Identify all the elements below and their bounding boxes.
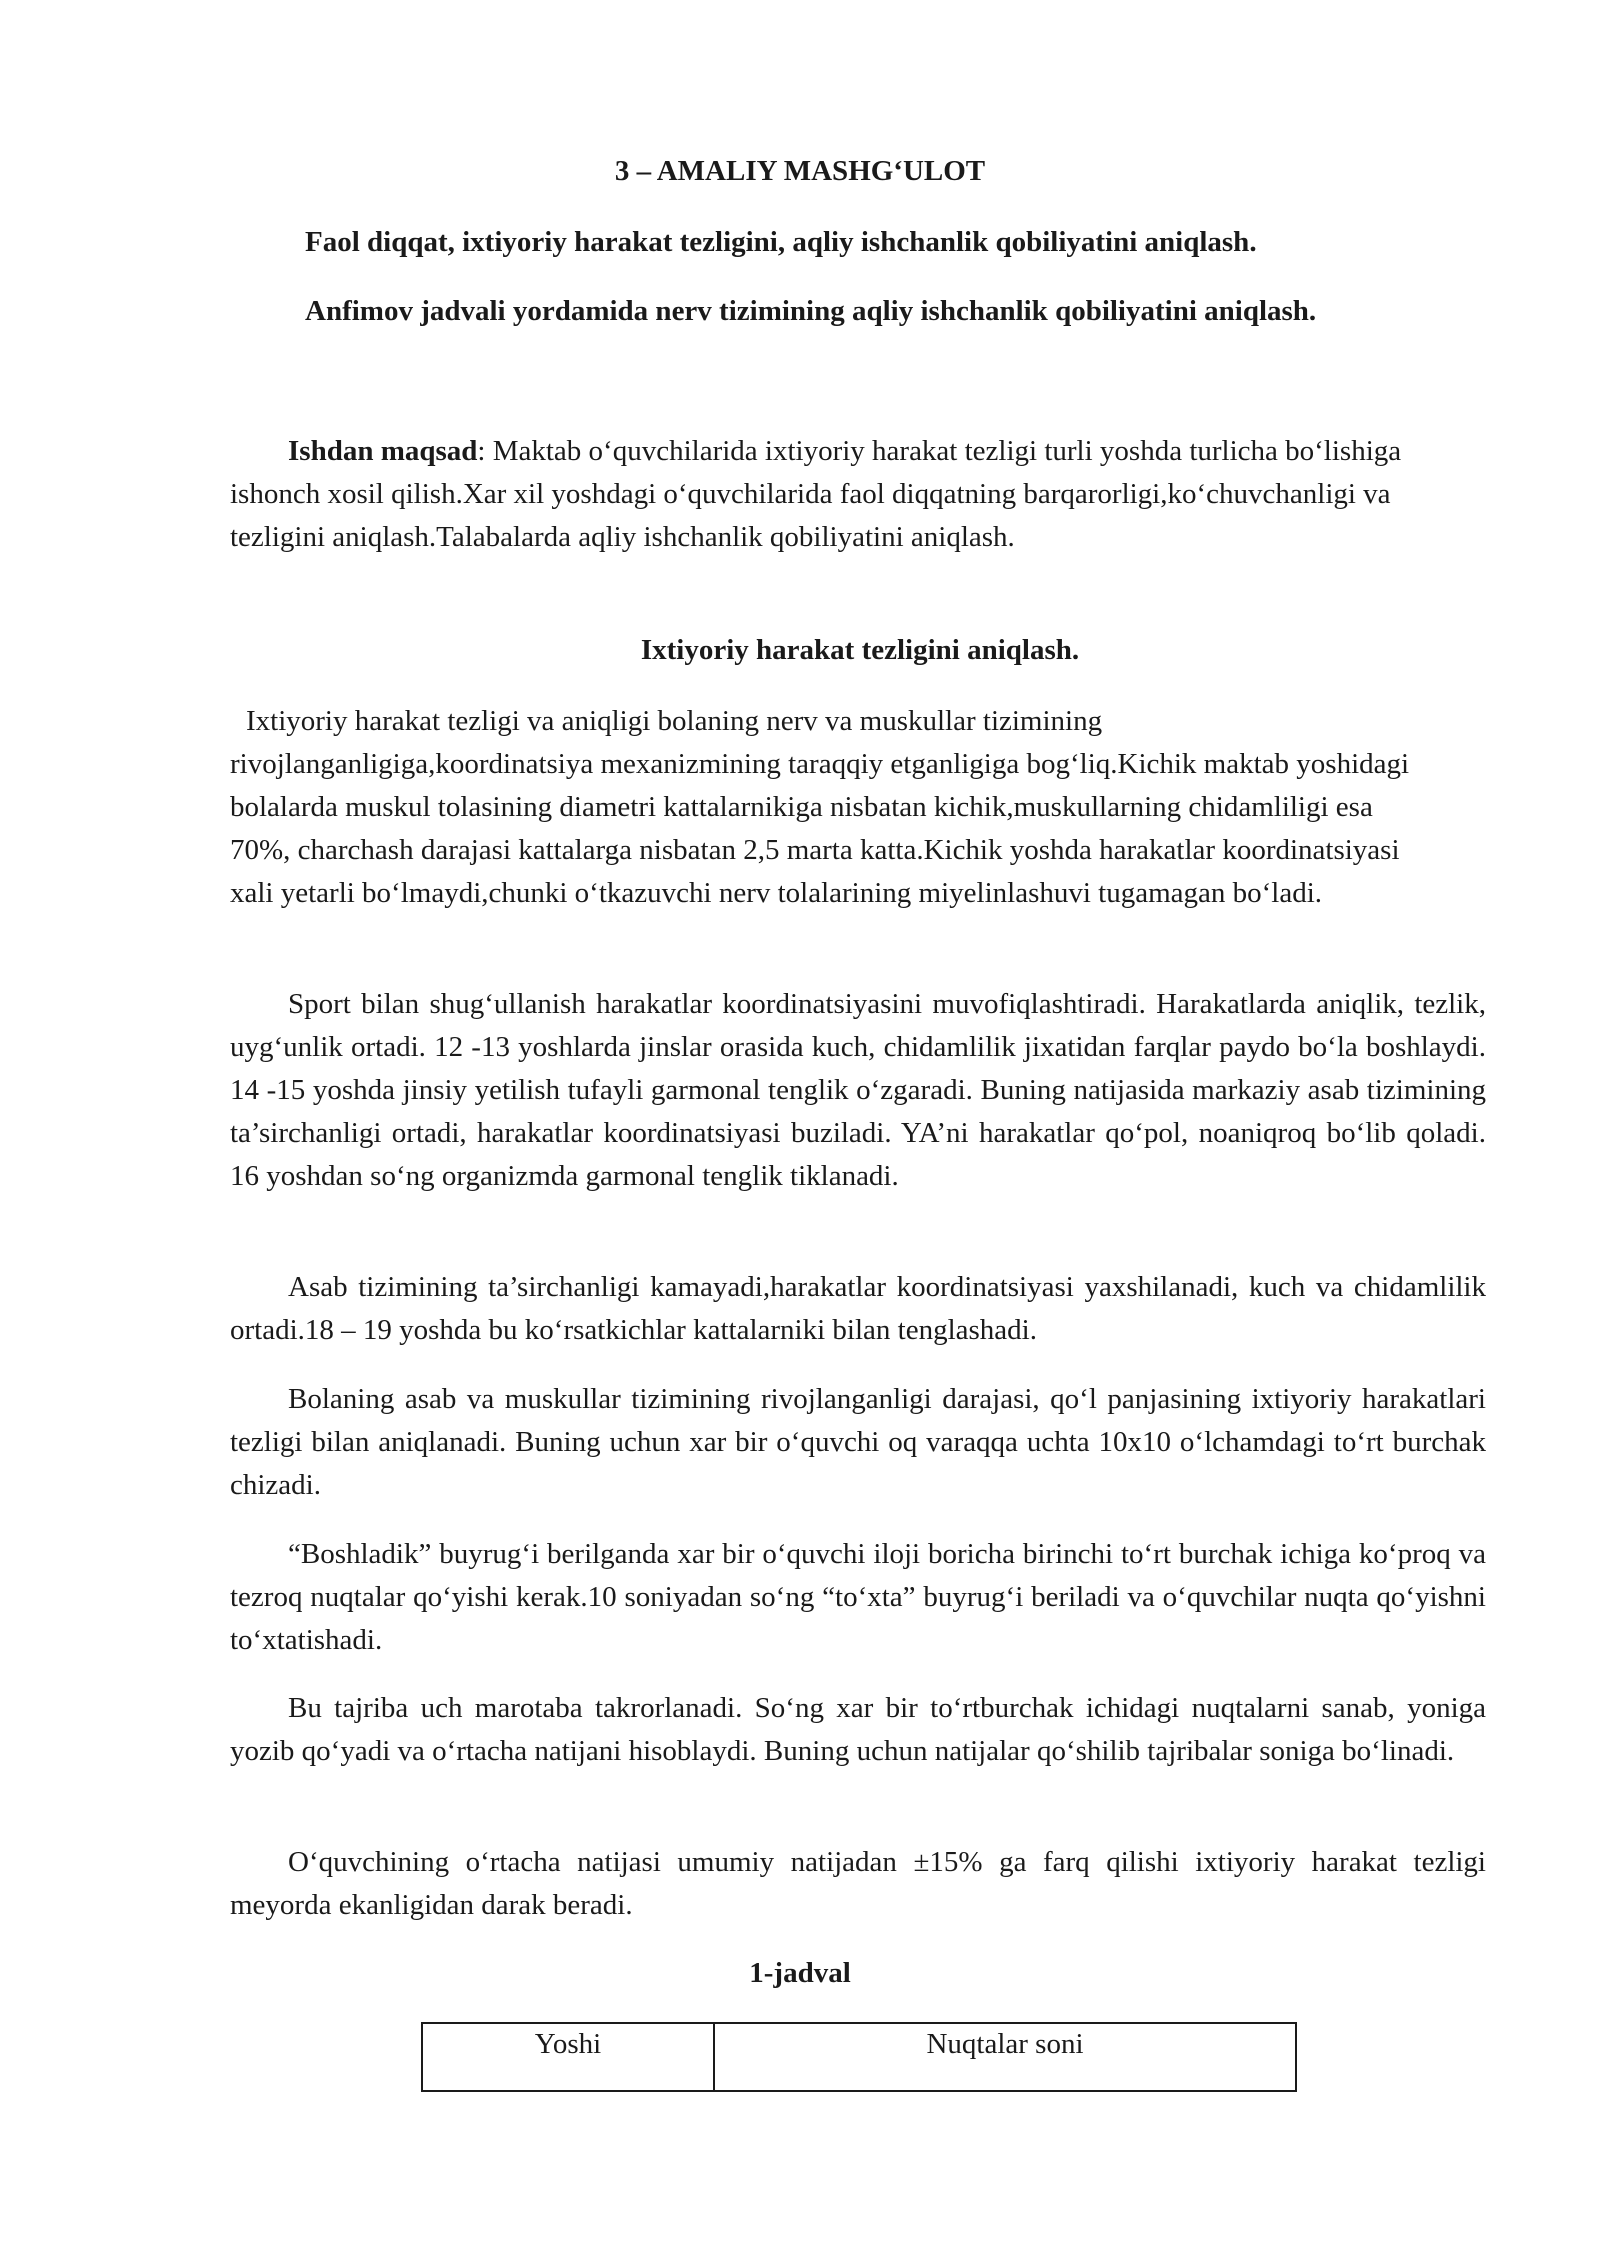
table-header-dots: Nuqtalar soni — [926, 2028, 1084, 2060]
results-table — [421, 2022, 1297, 2092]
page-heading: 3 – AMALIY MASHG‘ULOT — [614, 155, 986, 187]
paragraph-1: Ixtiyoriy harakat tezligi va aniqligi bolaning nerv va muskullar tizimining rivojlanganligiga,koordinatsiya mexanizmining taraqqiy etganligiga bog‘liq.Kichik maktab yoshidagi bolalarda muskul tolasining diametri kattalarnikiga nisbatan kichik,muskullarning chidamliligi esa 70%, charchash darajasi kattalarga nisbatan 2,5 marta katta.Kichik yoshda harakatlar koordinatsiyasi xali yetarli bo‘lmaydi,chunki o‘tkazuvchi nerv tolalarining miyelinlashuvi tugamagan bo‘ladi. — [230, 705, 1410, 909]
table-caption: 1-jadval — [749, 1957, 851, 1989]
paragraph-2: Sport bilan shug‘ullanish harakatlar koordinatsiyasini muvofiqlashtiradi. Harakatlarda aniqlik, tezlik, uyg‘unlik ortadi. 12 -13 yoshlarda jinslar orasida kuch, chidamlilik jixatidan farqlar paydo bo‘la boshlaydi. 14 -15 yoshda jinsiy yetilish tufayli garmonal tenglik o‘zgaradi. Buning natijasida markaziy asab tizimining ta’sirchanligi ortadi, harakatlar koordinatsiyasi buziladi. YA’ni harakatlar qo‘pol, noaniqroq bo‘lib qoladi. 16 yoshdan so‘ng organizmda garmonal tenglik tiklanadi. — [230, 988, 1486, 1192]
paragraph-5: “Boshladik” buyrug‘i berilganda xar bir o‘quvchi iloji boricha birinchi to‘rt burchak ichiga ko‘proq va tezroq nuqtalar qo‘yishi kerak.10 soniyadan so‘ng “to‘xta” buyrug‘i beriladi va o‘quvchilar nuqta qo‘yishni to‘xtatishadi. — [230, 1538, 1486, 1656]
subtitle-2: Anfimov jadvali yordamida nerv tizimining aqliy ishchanlik qobiliyatini aniqlash. — [305, 295, 1317, 327]
subtitle-1: Faol diqqat, ixtiyoriy harakat tezligini, aqliy ishchanlik qobiliyatini aniqlash. — [305, 226, 1257, 258]
aim-text: : Maktab o‘quvchilarida ixtiyoriy harakat tezligi turli yoshda turlicha bo‘lishiga ishonch xosil qilish.Xar xil yoshdagi o‘quvchilarida faol diqqatning barqarorligi,ko‘chuvchanligi va tezligini aniqlash.Talabalarda aqliy ishchanlik qobiliyatini aniqlash. — [230, 435, 1402, 553]
paragraph-7: O‘quvchining o‘rtacha natijasi umumiy natijadan ±15% ga farq qilishi ixtiyoriy harakat tezligi meyorda ekanligidan darak beradi. — [230, 1846, 1486, 1921]
aim-paragraph — [230, 430, 1430, 559]
table-header-age: Yoshi — [423, 2024, 715, 2090]
paragraph-3: Asab tizimining ta’sirchanligi kamayadi,harakatlar koordinatsiyasi yaxshilanadi, kuch va chidamlilik ortadi.18 – 19 yoshda bu ko‘rsatkichlar kattalarniki bilan tenglashadi. — [230, 1271, 1486, 1346]
section-heading: Ixtiyoriy harakat tezligini aniqlash. — [640, 634, 1080, 666]
paragraph-4: Bolaning asab va muskullar tizimining rivojlanganligi darajasi, qo‘l panjasining ixtiyoriy harakatlari tezligi bilan aniqlanadi. Buning uchun xar bir o‘quvchi oq varaqqa uchta 10x10 o‘lchamdagi to‘rt burchak chizadi. — [230, 1383, 1486, 1501]
aim-label: Ishdan maqsad — [288, 435, 478, 467]
paragraph-6: Bu tajriba uch marotaba takrorlanadi. So‘ng xar bir to‘rtburchak ichidagi nuqtalarni sanab, yoniga yozib qo‘yadi va o‘rtacha natijani hisoblaydi. Buning uchun natijalar qo‘shilib tajribalar soniga bo‘linadi. — [230, 1692, 1486, 1767]
